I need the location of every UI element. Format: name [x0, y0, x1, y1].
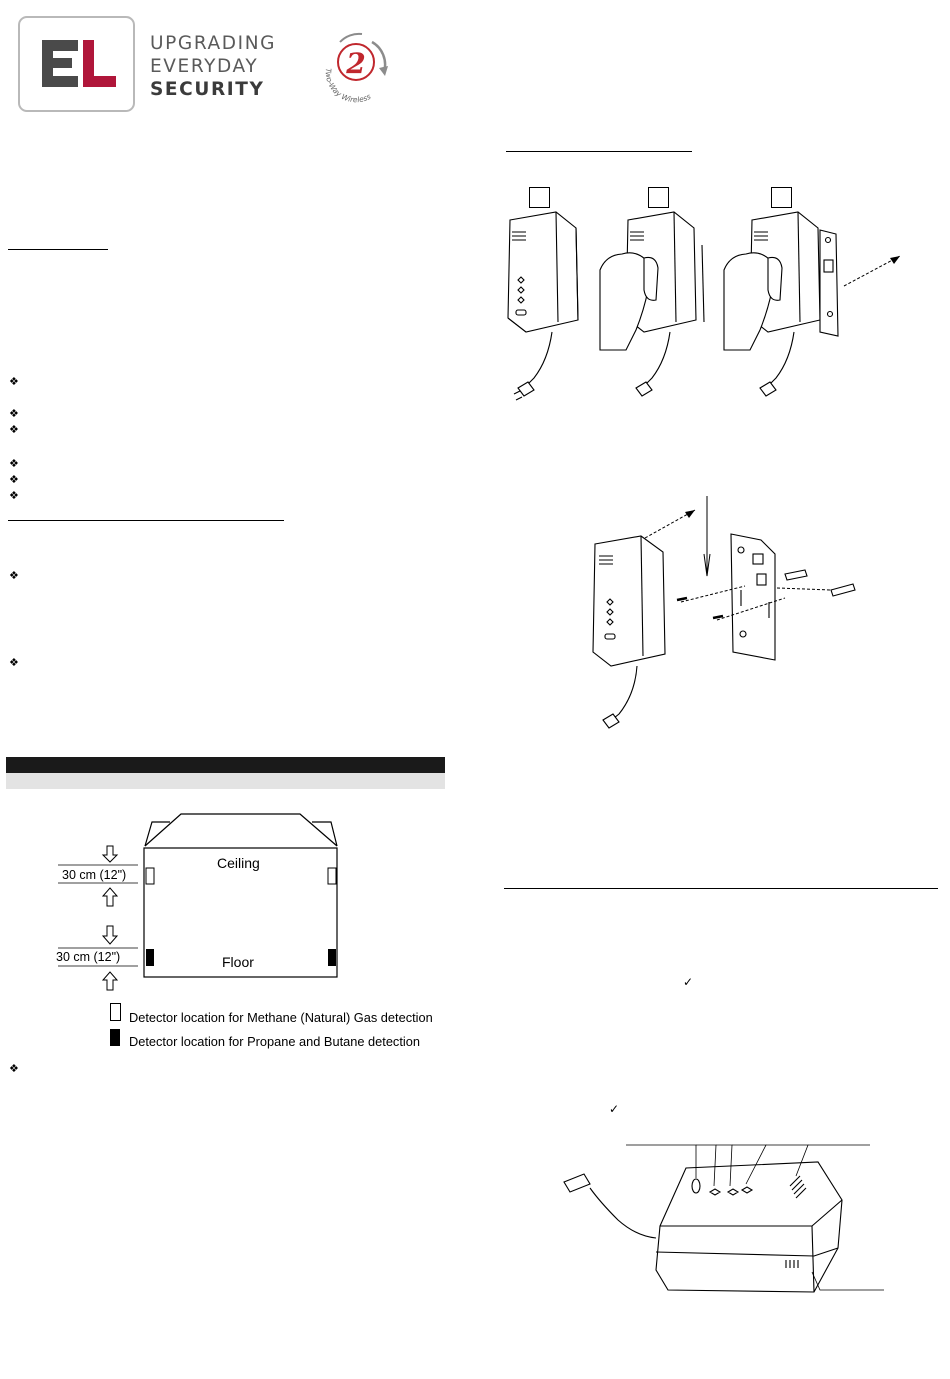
- top-distance-label: 30 cm (12"): [62, 868, 127, 882]
- legend-propane-text: Detector location for Propane and Butane detection: [129, 1034, 420, 1049]
- heading-rule-1: [8, 249, 108, 250]
- bottom-distance-label: 30 cm (12"): [56, 950, 121, 964]
- bullet-icon: ❖: [9, 489, 19, 502]
- ceiling-label: Ceiling: [217, 855, 260, 871]
- checkmark-icon: ✓: [609, 1102, 620, 1116]
- section-banner: [6, 757, 445, 773]
- step-box-3: [771, 187, 792, 208]
- arrow-down-icon: [103, 846, 117, 862]
- heading-rule-4: [504, 888, 938, 889]
- bullet-icon: ❖: [9, 569, 19, 582]
- detector-indicators-illustration: [556, 1140, 896, 1300]
- bullet-icon: ❖: [9, 656, 19, 669]
- bullet-icon: ❖: [9, 1062, 19, 1075]
- bullet-icon: ❖: [9, 423, 19, 436]
- step-box-2: [648, 187, 669, 208]
- tagline-line-1: UPGRADING: [150, 33, 277, 54]
- legend-white-square-icon: [110, 1003, 121, 1021]
- wall-plate-illustration: [585, 494, 875, 744]
- tagline-line-3: SECURITY: [150, 79, 265, 100]
- arrow-up-icon: [103, 972, 117, 990]
- bullet-icon: ❖: [9, 407, 19, 420]
- checkmark-icon: ✓: [683, 975, 694, 989]
- two-way-wireless-badge-icon: [318, 28, 396, 104]
- svg-text:2: 2: [346, 47, 366, 80]
- floor-label: Floor: [222, 954, 254, 970]
- heading-rule-3: [506, 151, 692, 152]
- legend-black-square-icon: [110, 1029, 120, 1046]
- bullet-icon: ❖: [9, 375, 19, 388]
- el-logo-icon: [20, 18, 133, 110]
- tagline-line-2: EVERYDAY: [150, 56, 259, 77]
- step-box-1: [529, 187, 550, 208]
- badge-text: Two-Way Wireless: [323, 67, 373, 104]
- bullet-icon: ❖: [9, 457, 19, 470]
- arrow-up-icon: [103, 888, 117, 906]
- brand-logo: [18, 16, 135, 112]
- brand-tagline: [150, 32, 276, 101]
- legend-methane-text: Detector location for Methane (Natural) Gas detection: [129, 1010, 433, 1025]
- arrow-down-icon: [103, 926, 117, 944]
- bullet-icon: ❖: [9, 473, 19, 486]
- heading-rule-2: [8, 520, 284, 521]
- mounting-steps-illustration: [496, 210, 916, 410]
- section-banner-sub: [6, 773, 445, 789]
